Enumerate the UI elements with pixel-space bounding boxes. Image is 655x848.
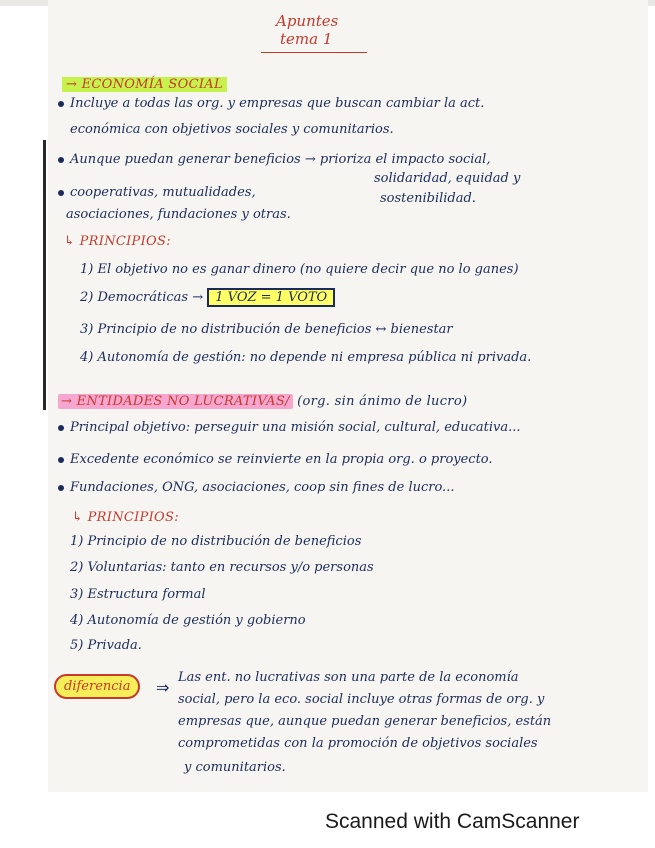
- principio-2-3: 3) Estructura formal: [70, 587, 206, 602]
- camscanner-footer: Scanned with CamScanner: [325, 810, 580, 833]
- section-heading-economia-social: → ECONOMÍA SOCIAL: [62, 77, 227, 92]
- diferencia-line-2: social, pero la eco. social incluye otras formas de org. y: [178, 692, 545, 707]
- bullet-2: Aunque puedan generar beneficios → prioriza el impacto social,: [58, 152, 490, 167]
- diferencia-line-1: Las ent. no lucrativas son una parte de la economía: [178, 670, 519, 685]
- bullet-dot: [58, 485, 64, 491]
- bullet-1-cont: económica con objetivos sociales y comunitarios.: [70, 122, 394, 137]
- diferencia-bubble: diferencia: [54, 674, 140, 699]
- principio-1-2: 2) Democráticas → 1 VOZ = 1 VOTO: [80, 290, 335, 305]
- diferencia-line-4: comprometidas con la promoción de objetivos sociales: [178, 736, 538, 751]
- principio-2-4: 4) Autonomía de gestión y gobierno: [70, 613, 306, 628]
- bullet-5: Excedente económico se reinvierte en la propia org. o proyecto.: [58, 452, 493, 467]
- bullet-dot: [58, 157, 64, 163]
- principio-2-5: 5) Privada.: [70, 638, 142, 653]
- bullet-6: Fundaciones, ONG, asociaciones, coop sin fines de lucro...: [58, 480, 454, 495]
- diferencia-line-3: empresas que, aunque puedan generar beneficios, están: [178, 714, 552, 729]
- bullet-dot: [58, 101, 64, 107]
- bullet-2-cont-b: sostenibilidad.: [380, 191, 476, 206]
- title-line-2: tema 1: [280, 30, 333, 48]
- bullet-4: Principal objetivo: perseguir una misión social, cultural, educativa...: [58, 420, 521, 435]
- principio-1-4: 4) Autonomía de gestión: no depende ni empresa pública ni privada.: [80, 350, 532, 365]
- page-edge-shadow: [43, 140, 46, 410]
- bullet-1: Incluye a todas las org. y empresas que buscan cambiar la act.: [58, 96, 484, 111]
- bullet-3-cont: asociaciones, fundaciones y otras.: [66, 207, 291, 222]
- implies-arrow: ⇒: [156, 678, 170, 697]
- diferencia-line-5: y comunitarios.: [184, 760, 286, 775]
- title-underline: [261, 52, 367, 53]
- principio-2-2: 2) Voluntarias: tanto en recursos y/o personas: [70, 560, 374, 575]
- bullet-2-cont-a: solidaridad, equidad y: [374, 171, 521, 186]
- one-voice-one-vote-box: 1 VOZ = 1 VOTO: [207, 288, 335, 307]
- bullet-dot: [58, 425, 64, 431]
- section-heading-entidades-no-lucrativas: → ENTIDADES NO LUCRATIVAS/ (org. sin ánimo de lucro): [58, 394, 467, 409]
- principio-2-1: 1) Principio de no distribución de beneficios: [70, 534, 362, 549]
- bullet-3: cooperativas, mutualidades,: [58, 185, 256, 200]
- principio-1-3: 3) Principio de no distribución de beneficios ↔ bienestar: [80, 322, 453, 337]
- principios-label-1: ↳ PRINCIPIOS:: [64, 234, 171, 249]
- title-line-1: Apuntes: [276, 12, 339, 30]
- principio-1-1: 1) El objetivo no es ganar dinero (no quiere decir que no lo ganes): [80, 262, 519, 277]
- bullet-dot: [58, 190, 64, 196]
- principios-label-2: ↳ PRINCIPIOS:: [72, 510, 179, 525]
- bullet-dot: [58, 457, 64, 463]
